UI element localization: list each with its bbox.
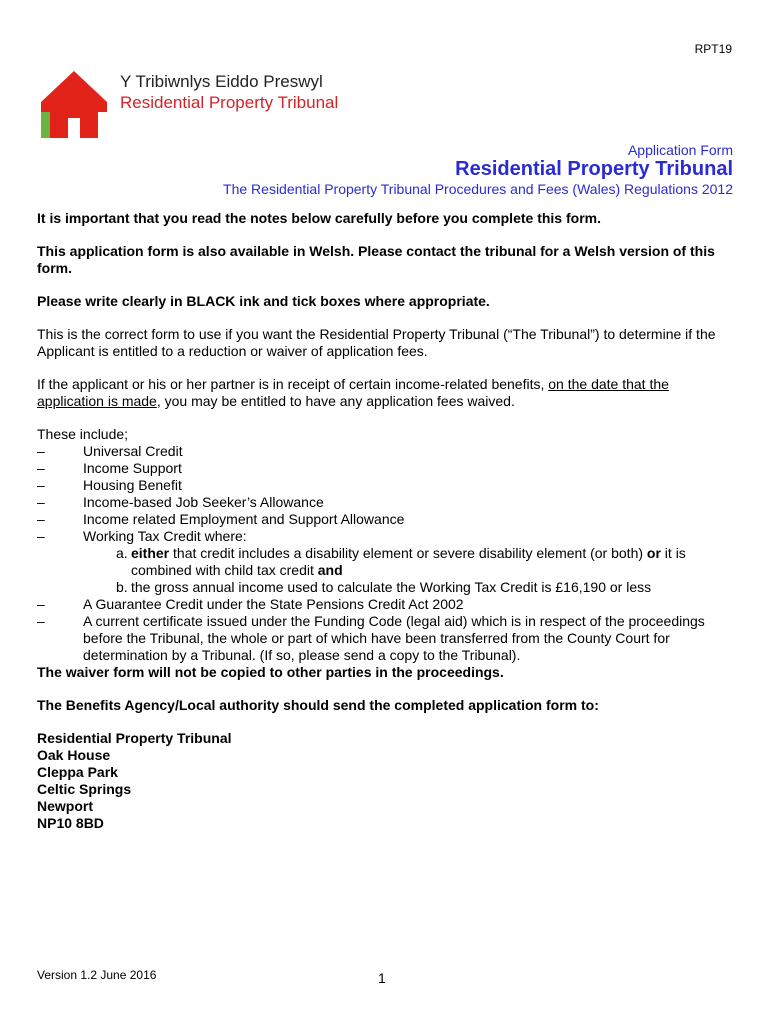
notes-read-carefully: It is important that you read the notes below carefully before you complete this form. (37, 210, 601, 226)
notes-welsh-version: This application form is also available in Welsh. Please contact the tribunal for a Welsh version of this form. (37, 243, 715, 276)
tribunal-address (37, 730, 737, 832)
list-item: – Income Support (37, 460, 182, 476)
list-item: – Housing Benefit (37, 477, 182, 493)
page-title: Residential Property Tribunal (455, 158, 733, 180)
list-item: – A Guarantee Credit under the State Pensions Credit Act 2002 (37, 596, 464, 612)
condition-a: a. either that credit includes a disability element or severe disability element (or both) or it is combined with child tax credit and (116, 545, 686, 578)
list-item: – A current certificate issued under the Funding Code (legal aid) which is in respect of the proceedings before the Tribunal, the whole or part of which have been transferred from the County Court for determination by a Tribunal. (If so, please send a copy to the Tribunal). (37, 613, 705, 663)
list-item: – Income-based Job Seeker’s Allowance (37, 494, 324, 510)
list-item: – Working Tax Credit where: a. either that credit includes a disability element or severe disability element (or both) or it is combined with child tax credit and b. the gross annual income used to calculate the Working Tax Credit is £16,190 or less (37, 528, 737, 596)
notes-black-ink: Please write clearly in BLACK ink and tick boxes where appropriate. (37, 293, 490, 309)
form-reference: RPT19 (694, 42, 732, 56)
list-item: – Income related Employment and Support Allowance (37, 511, 405, 527)
address-line: Newport (37, 798, 93, 814)
regulations-subtitle: The Residential Property Tribunal Procedures and Fees (Wales) Regulations 2012 (223, 181, 733, 197)
waiver-not-copied: The waiver form will not be copied to other parties in the proceedings. (37, 664, 504, 680)
notes-correct-form: This is the correct form to use if you want the Residential Property Tribunal (“The Tribunal”) to determine if the Applicant is entitled to a reduction or waiver of application fees. (37, 326, 716, 359)
address-line: Cleppa Park (37, 764, 118, 780)
address-line: Celtic Springs (37, 781, 132, 797)
logo-welsh-name: Y Tribiwnlys Eiddo Preswyl (120, 72, 323, 91)
logo-english-name: Residential Property Tribunal (120, 93, 339, 112)
form-notes (37, 210, 737, 832)
address-line: NP10 8BD (37, 815, 104, 831)
send-instructions: The Benefits Agency/Local authority should send the completed application form to: (37, 697, 599, 713)
form-type: Application Form (627, 142, 733, 158)
condition-b: b. the gross annual income used to calculate the Working Tax Credit is £16,190 or less (116, 579, 652, 595)
benefits-list (37, 443, 737, 664)
version-label: Version 1.2 June 2016 (37, 968, 157, 982)
working-tax-credit-conditions (83, 545, 737, 596)
benefits-intro: These include; (37, 426, 129, 442)
address-line: Residential Property Tribunal (37, 730, 232, 746)
house-logo-icon (41, 68, 107, 140)
notes-income-benefits: If the applicant or his or her partner is in receipt of certain income-related benefits, on the date that the application is made, you may be entitled to have any application fees waived. (37, 376, 669, 409)
page-number: 1 (378, 970, 386, 986)
address-line: Oak House (37, 747, 111, 763)
list-item: – Universal Credit (37, 443, 183, 459)
